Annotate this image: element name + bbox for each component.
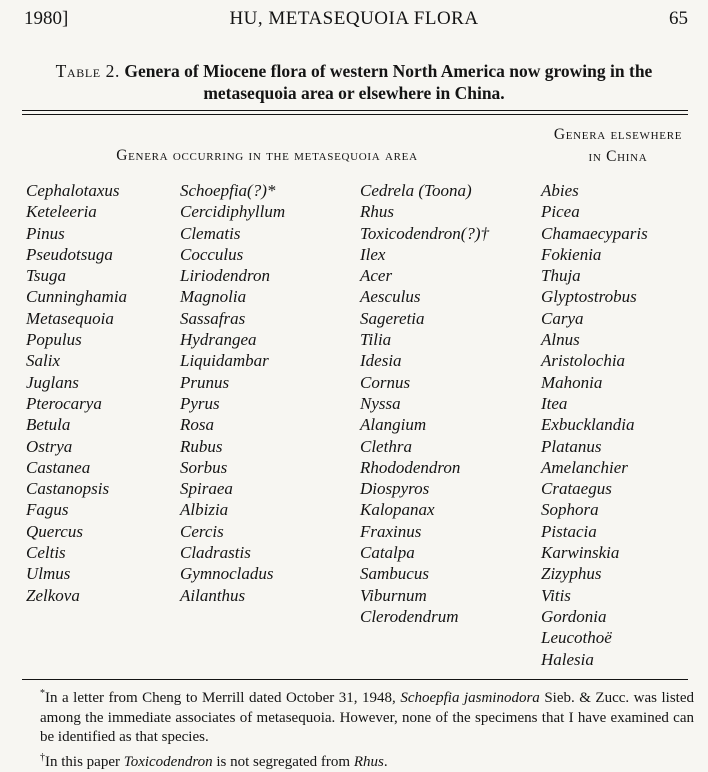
genus-name: Amelanchier: [541, 457, 648, 478]
table-caption: [20, 60, 688, 104]
genus-name: Juglans: [26, 372, 127, 393]
genus-name: Cercidiphyllum: [180, 201, 285, 222]
genus-name: Salix: [26, 350, 127, 371]
footnote-1-text-a: In a letter from Cheng to Merrill dated October 31, 1948,: [45, 690, 400, 706]
genus-name: Spiraea: [180, 478, 285, 499]
genus-name: Sassafras: [180, 308, 285, 329]
genus-name: Cladrastis: [180, 542, 285, 563]
genus-name: Exbucklandia: [541, 414, 648, 435]
genus-name: Fraxinus: [360, 521, 489, 542]
genus-name: Sageretia: [360, 308, 489, 329]
genus-name: Leucothoë: [541, 627, 648, 648]
genus-name: Sophora: [541, 499, 648, 520]
genus-name: Zelkova: [26, 585, 127, 606]
genus-name: Itea: [541, 393, 648, 414]
table-label: Table 2.: [56, 61, 120, 81]
genus-name: Rosa: [180, 414, 285, 435]
genus-name: Halesia: [541, 649, 648, 670]
genus-name: Cocculus: [180, 244, 285, 265]
genus-name: Karwinskia: [541, 542, 648, 563]
genus-name: Kalopanax: [360, 499, 489, 520]
genus-name: Ulmus: [26, 563, 127, 584]
genus-name: Celtis: [26, 542, 127, 563]
genus-name: Rubus: [180, 436, 285, 457]
genus-name: Betula: [26, 414, 127, 435]
genus-name: Clethra: [360, 436, 489, 457]
genus-name: Abies: [541, 180, 648, 201]
genus-name: Pistacia: [541, 521, 648, 542]
genus-name: Picea: [541, 201, 648, 222]
genus-name: Liriodendron: [180, 265, 285, 286]
genus-name: Cephalotaxus: [26, 180, 127, 201]
genus-name: Clematis: [180, 223, 285, 244]
column-heading-elsewhere-line1: Genera elsewhere: [528, 124, 708, 146]
genus-name: Aristolochia: [541, 350, 648, 371]
genus-name: Ailanthus: [180, 585, 285, 606]
genus-name: Liquidambar: [180, 350, 285, 371]
genus-name: Keteleeria: [26, 201, 127, 222]
genus-name: Fokienia: [541, 244, 648, 265]
genus-name: Fagus: [26, 499, 127, 520]
header-title: HU, METASEQUOIA FLORA: [0, 8, 708, 30]
genus-name: Populus: [26, 329, 127, 350]
genus-name: Vitis: [541, 585, 648, 606]
genus-name: Pseudotsuga: [26, 244, 127, 265]
genus-name: Glyptostrobus: [541, 286, 648, 307]
genus-name: Mahonia: [541, 372, 648, 393]
footnote-1: [22, 684, 694, 748]
genus-name: Rhus: [360, 201, 489, 222]
genera-column-1: [26, 180, 127, 606]
footnote-2: [22, 748, 694, 772]
genus-name: Magnolia: [180, 286, 285, 307]
genus-name: Castanopsis: [26, 478, 127, 499]
genus-name: Prunus: [180, 372, 285, 393]
genus-name: Quercus: [26, 521, 127, 542]
column-heading-elsewhere-line2: in China: [528, 146, 708, 168]
genus-name: Platanus: [541, 436, 648, 457]
genus-name: Hydrangea: [180, 329, 285, 350]
genus-name: Tilia: [360, 329, 489, 350]
genus-name: Sorbus: [180, 457, 285, 478]
genus-name: Tsuga: [26, 265, 127, 286]
footnote-mark-1: *: [40, 688, 45, 699]
genus-name: Acer: [360, 265, 489, 286]
genus-name: Castanea: [26, 457, 127, 478]
genus-name: Rhododendron: [360, 457, 489, 478]
genera-column-4: [541, 180, 648, 670]
footnote-2-text-c: .: [384, 754, 388, 770]
genus-name: Alangium: [360, 414, 489, 435]
genus-name: Aesculus: [360, 286, 489, 307]
column-heading-elsewhere: [528, 124, 708, 168]
footnote-2-genus-2: Rhus: [354, 754, 384, 770]
genera-column-3: [360, 180, 489, 627]
footnote-2-genus-1: Toxicodendron: [124, 754, 213, 770]
genera-column-2: [180, 180, 285, 606]
genus-name: Ostrya: [26, 436, 127, 457]
running-header: [0, 4, 708, 32]
genus-name: Cornus: [360, 372, 489, 393]
genus-name: Pterocarya: [26, 393, 127, 414]
genus-name: Viburnum: [360, 585, 489, 606]
top-rule-second: [22, 114, 688, 115]
footnote-2-text-b: is not segregated from: [213, 754, 354, 770]
genus-name: Clerodendrum: [360, 606, 489, 627]
genus-name: Catalpa: [360, 542, 489, 563]
genus-name: Crataegus: [541, 478, 648, 499]
table-title: Genera of Miocene flora of western North America now growing in the metasequoia area or elsewhere in China.: [124, 61, 652, 103]
genus-name: Metasequoia: [26, 308, 127, 329]
genus-name: Thuja: [541, 265, 648, 286]
genus-name: Cercis: [180, 521, 285, 542]
genus-name: Diospyros: [360, 478, 489, 499]
genus-name: Pyrus: [180, 393, 285, 414]
footnote-mark-2: †: [40, 752, 45, 763]
genus-name: Cunninghamia: [26, 286, 127, 307]
column-heading-metasequoia-area: Genera occurring in the metasequoia area: [22, 145, 512, 167]
genus-name: Toxicodendron(?)†: [360, 223, 489, 244]
footnote-1-species: Schoepfia jasminodora: [400, 690, 540, 706]
genus-name: Carya: [541, 308, 648, 329]
genus-name: Pinus: [26, 223, 127, 244]
page-number: 65: [669, 8, 688, 30]
genus-name: Cedrela (Toona): [360, 180, 489, 201]
genus-name: Sambucus: [360, 563, 489, 584]
header-year: 1980]: [24, 8, 68, 30]
top-rule: [22, 110, 688, 111]
genus-name: Ilex: [360, 244, 489, 265]
genus-name: Zizyphus: [541, 563, 648, 584]
genus-name: Albizia: [180, 499, 285, 520]
genus-name: Chamaecyparis: [541, 223, 648, 244]
footnotes: [22, 684, 694, 772]
genus-name: Gordonia: [541, 606, 648, 627]
genus-name: Gymnocladus: [180, 563, 285, 584]
genus-name: Alnus: [541, 329, 648, 350]
footnote-1-text-b: Sieb. & Zucc. was listed among the immediate associates of metasequoia. However, none of the specimens that I have examined can be identified as that species.: [40, 690, 694, 745]
footnote-2-text-a: In this paper: [45, 754, 124, 770]
genus-name: Schoepfia(?)*: [180, 180, 285, 201]
genus-name: Nyssa: [360, 393, 489, 414]
genus-name: Idesia: [360, 350, 489, 371]
bottom-rule: [22, 679, 688, 680]
